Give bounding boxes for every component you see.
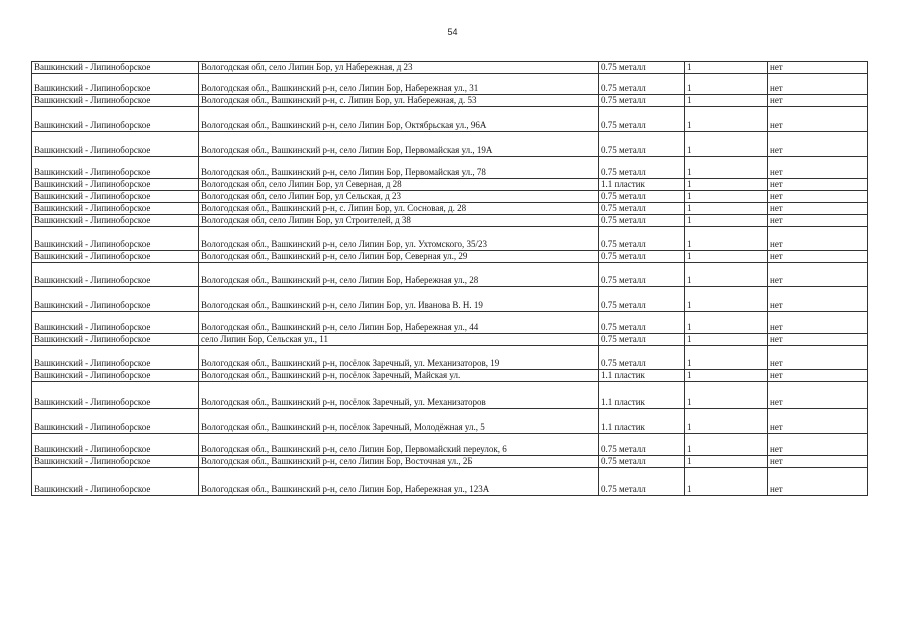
flag-cell: нет — [768, 191, 868, 203]
flag-cell: нет — [768, 95, 868, 107]
address-cell: Вологодская обл., Вашкинский р-н, с. Липин Бор, ул. Сосновая, д. 28 — [199, 203, 599, 215]
settlement-cell: Вашкинский - Липиноборское — [32, 132, 199, 157]
settlement-cell: Вашкинский - Липиноборское — [32, 346, 199, 370]
flag-cell: нет — [768, 346, 868, 370]
flag-cell: нет — [768, 132, 868, 157]
container-count-cell: 1 — [685, 409, 768, 434]
table-row — [32, 203, 868, 215]
settlement-cell: Вашкинский - Липиноборское — [32, 227, 199, 251]
container-volume-cell: 0.75 металл — [599, 468, 685, 496]
table-row — [32, 107, 868, 132]
address-cell: Вологодская обл., Вашкинский р-н, село Липин Бор, Октябрьская ул., 96А — [199, 107, 599, 132]
address-cell: Вологодская обл., Вашкинский р-н, село Липин Бор, ул. Иванова В. Н. 19 — [199, 287, 599, 312]
table-row — [32, 179, 868, 191]
flag-cell: нет — [768, 382, 868, 409]
container-count-cell: 1 — [685, 132, 768, 157]
flag-cell: нет — [768, 468, 868, 496]
settlement-cell: Вашкинский - Липиноборское — [32, 62, 199, 74]
container-volume-cell: 1.1 пластик — [599, 370, 685, 382]
container-count-cell: 1 — [685, 95, 768, 107]
address-cell: Вологодская обл., Вашкинский р-н, село Липин Бор, ул. Ухтомского, 35/23 — [199, 227, 599, 251]
flag-cell: нет — [768, 456, 868, 468]
container-volume-cell: 0.75 металл — [599, 227, 685, 251]
container-count-cell: 1 — [685, 179, 768, 191]
flag-cell: нет — [768, 227, 868, 251]
settlement-cell: Вашкинский - Липиноборское — [32, 157, 199, 179]
container-volume-cell: 0.75 металл — [599, 62, 685, 74]
container-count-cell: 1 — [685, 434, 768, 456]
container-count-cell: 1 — [685, 227, 768, 251]
address-cell: село Липин Бор, Сельская ул., 11 — [199, 334, 599, 346]
settlement-cell: Вашкинский - Липиноборское — [32, 434, 199, 456]
table-row — [32, 62, 868, 74]
table-row — [32, 74, 868, 95]
address-cell: Вологодская обл., Вашкинский р-н, село Липин Бор, Первомайская ул., 19А — [199, 132, 599, 157]
container-volume-cell: 0.75 металл — [599, 263, 685, 287]
container-count-cell: 1 — [685, 312, 768, 334]
container-count-cell: 1 — [685, 62, 768, 74]
flag-cell: нет — [768, 409, 868, 434]
settlement-cell: Вашкинский - Липиноборское — [32, 74, 199, 95]
container-sites-table — [31, 61, 868, 496]
address-cell: Вологодская обл., Вашкинский р-н, село Липин Бор, Первомайская ул., 78 — [199, 157, 599, 179]
address-cell: Вологодская обл., Вашкинский р-н, посёлок Заречный, Молодёжная ул., 5 — [199, 409, 599, 434]
container-count-cell: 1 — [685, 107, 768, 132]
settlement-cell: Вашкинский - Липиноборское — [32, 409, 199, 434]
settlement-cell: Вашкинский - Липиноборское — [32, 215, 199, 227]
table-row — [32, 409, 868, 434]
container-count-cell: 1 — [685, 382, 768, 409]
container-volume-cell: 0.75 металл — [599, 312, 685, 334]
settlement-cell: Вашкинский - Липиноборское — [32, 95, 199, 107]
flag-cell: нет — [768, 62, 868, 74]
settlement-cell: Вашкинский - Липиноборское — [32, 179, 199, 191]
settlement-cell: Вашкинский - Липиноборское — [32, 287, 199, 312]
flag-cell: нет — [768, 263, 868, 287]
table-row — [32, 215, 868, 227]
table-row — [32, 346, 868, 370]
table-row — [32, 227, 868, 251]
settlement-cell: Вашкинский - Липиноборское — [32, 203, 199, 215]
container-volume-cell: 0.75 металл — [599, 157, 685, 179]
settlement-cell: Вашкинский - Липиноборское — [32, 263, 199, 287]
address-cell: Вологодская обл, село Липин Бор, ул Строителей, д 38 — [199, 215, 599, 227]
address-cell: Вологодская обл., Вашкинский р-н, село Липин Бор, Набережная ул., 31 — [199, 74, 599, 95]
flag-cell: нет — [768, 107, 868, 132]
container-volume-cell: 0.75 металл — [599, 251, 685, 263]
container-volume-cell: 0.75 металл — [599, 334, 685, 346]
container-count-cell: 1 — [685, 251, 768, 263]
container-count-cell: 1 — [685, 157, 768, 179]
flag-cell: нет — [768, 203, 868, 215]
flag-cell: нет — [768, 215, 868, 227]
address-cell: Вологодская обл., Вашкинский р-н, село Липин Бор, Набережная ул., 123А — [199, 468, 599, 496]
table-row — [32, 251, 868, 263]
flag-cell: нет — [768, 312, 868, 334]
flag-cell: нет — [768, 287, 868, 312]
container-volume-cell: 0.75 металл — [599, 191, 685, 203]
settlement-cell: Вашкинский - Липиноборское — [32, 107, 199, 132]
page-number: 54 — [447, 27, 458, 37]
address-cell: Вологодская обл., Вашкинский р-н, село Липин Бор, Набережная ул., 28 — [199, 263, 599, 287]
table-row — [32, 370, 868, 382]
settlement-cell: Вашкинский - Липиноборское — [32, 370, 199, 382]
container-count-cell: 1 — [685, 263, 768, 287]
container-volume-cell: 1.1 пластик — [599, 382, 685, 409]
address-cell: Вологодская обл., Вашкинский р-н, село Липин Бор, Северная ул., 29 — [199, 251, 599, 263]
settlement-cell: Вашкинский - Липиноборское — [32, 468, 199, 496]
settlement-cell: Вашкинский - Липиноборское — [32, 191, 199, 203]
flag-cell: нет — [768, 74, 868, 95]
flag-cell: нет — [768, 157, 868, 179]
container-count-cell: 1 — [685, 334, 768, 346]
container-volume-cell: 0.75 металл — [599, 434, 685, 456]
container-count-cell: 1 — [685, 346, 768, 370]
flag-cell: нет — [768, 434, 868, 456]
settlement-cell: Вашкинский - Липиноборское — [32, 312, 199, 334]
address-cell: Вологодская обл., Вашкинский р-н, посёлок Заречный, ул. Механизаторов, 19 — [199, 346, 599, 370]
container-count-cell: 1 — [685, 191, 768, 203]
address-cell: Вологодская обл., Вашкинский р-н, с. Липин Бор, ул. Набережная, д. 53 — [199, 95, 599, 107]
flag-cell: нет — [768, 370, 868, 382]
table-row — [32, 287, 868, 312]
container-count-cell: 1 — [685, 287, 768, 312]
flag-cell: нет — [768, 179, 868, 191]
container-volume-cell: 0.75 металл — [599, 456, 685, 468]
settlement-cell: Вашкинский - Липиноборское — [32, 382, 199, 409]
table-row — [32, 157, 868, 179]
settlement-cell: Вашкинский - Липиноборское — [32, 456, 199, 468]
address-cell: Вологодская обл., Вашкинский р-н, село Липин Бор, Первомайский переулок, 6 — [199, 434, 599, 456]
address-cell: Вологодская обл, село Липин Бор, ул Набережная, д 23 — [199, 62, 599, 74]
address-cell: Вологодская обл, село Липин Бор, ул Северная, д 28 — [199, 179, 599, 191]
container-volume-cell: 0.75 металл — [599, 107, 685, 132]
container-volume-cell: 0.75 металл — [599, 287, 685, 312]
table-row — [32, 434, 868, 456]
address-cell: Вологодская обл., Вашкинский р-н, посёлок Заречный, ул. Механизаторов — [199, 382, 599, 409]
table-row — [32, 312, 868, 334]
container-volume-cell: 0.75 металл — [599, 346, 685, 370]
table-row — [32, 334, 868, 346]
address-cell: Вологодская обл, село Липин Бор, ул Сельская, д 23 — [199, 191, 599, 203]
settlement-cell: Вашкинский - Липиноборское — [32, 334, 199, 346]
container-count-cell: 1 — [685, 74, 768, 95]
container-volume-cell: 0.75 металл — [599, 132, 685, 157]
table-body — [32, 62, 868, 496]
container-volume-cell: 0.75 металл — [599, 74, 685, 95]
container-count-cell: 1 — [685, 456, 768, 468]
container-volume-cell: 0.75 металл — [599, 215, 685, 227]
container-count-cell: 1 — [685, 370, 768, 382]
table-row — [32, 263, 868, 287]
address-cell: Вологодская обл., Вашкинский р-н, посёлок Заречный, Майская ул. — [199, 370, 599, 382]
table-row — [32, 468, 868, 496]
container-count-cell: 1 — [685, 215, 768, 227]
container-volume-cell: 0.75 металл — [599, 95, 685, 107]
table-row — [32, 191, 868, 203]
container-count-cell: 1 — [685, 468, 768, 496]
table-row — [32, 456, 868, 468]
flag-cell: нет — [768, 334, 868, 346]
table-row — [32, 95, 868, 107]
settlement-cell: Вашкинский - Липиноборское — [32, 251, 199, 263]
table-row — [32, 382, 868, 409]
address-cell: Вологодская обл., Вашкинский р-н, село Липин Бор, Набережная ул., 44 — [199, 312, 599, 334]
container-volume-cell: 1.1 пластик — [599, 409, 685, 434]
table-row — [32, 132, 868, 157]
container-count-cell: 1 — [685, 203, 768, 215]
address-cell: Вологодская обл., Вашкинский р-н, село Липин Бор, Восточная ул., 2Б — [199, 456, 599, 468]
flag-cell: нет — [768, 251, 868, 263]
container-volume-cell: 1.1 пластик — [599, 179, 685, 191]
container-volume-cell: 0.75 металл — [599, 203, 685, 215]
